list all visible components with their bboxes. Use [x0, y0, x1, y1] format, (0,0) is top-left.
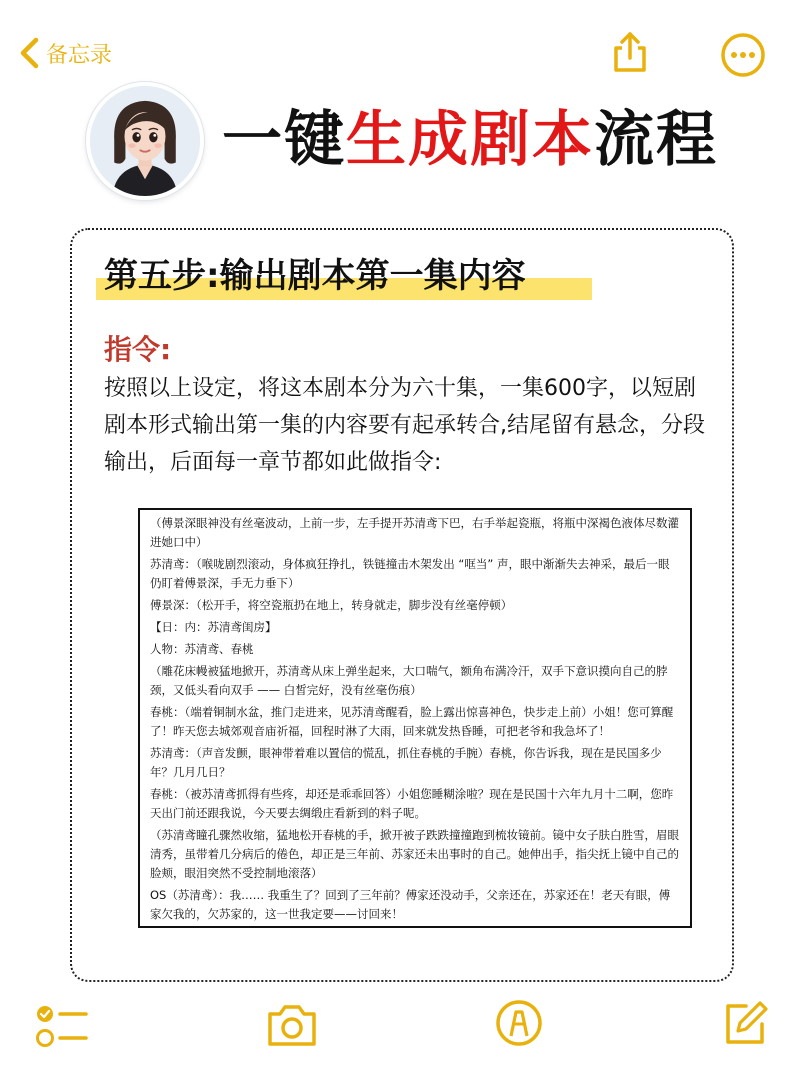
- script-line: 【日：内：苏清鸢闺房】: [150, 620, 277, 634]
- checklist-icon[interactable]: [34, 1000, 90, 1050]
- script-line: 春桃：（被苏清鸢抓得有些疼，却还是乖乖回答）小姐您睡糊涂啦？现在是民国十六年九月十二啊，您昨天出门前还跟我说，今天要去绸缎庄看新到的料子呢。: [150, 787, 674, 820]
- page-title: [222, 104, 718, 176]
- script-line: （苏清鸢瞳孔骤然收缩，猛地松开春桃的手，掀开被子跌跌撞撞跑到梳妆镜前。镜中女子肤白胜雪，眉眼清秀，虽带着几分病后的倦色，却正是三年前、苏家还未出事时的自己。她伸出手，指尖抚上镜中自己的脸颊，眼泪突然不受控制地滚落）: [150, 828, 679, 880]
- script-line: OS（苏清鸢）：我…… 我重生了？回到了三年前？傅家还没动手，父亲还在，苏家还在！老天有眼，傅家欠我的，欠苏家的，这一世我定要——讨回来！: [150, 888, 671, 921]
- cartoon-girl-avatar-icon: [90, 86, 200, 196]
- back-label: 备忘录: [46, 42, 113, 68]
- title-part-2: 生成剧本: [346, 105, 594, 175]
- script-line: 苏清鸢：（声音发颤，眼神带着难以置信的慌乱，抓住春桃的手腕）春桃，你告诉我，现在是民国多少年？几月几日？: [150, 746, 662, 779]
- step-heading: 第五步:输出剧本第一集内容: [104, 256, 526, 296]
- script-line: （雕花床幔被猛地掀开，苏清鸢从床上弹坐起来，大口喘气，额角布满冷汗，双手下意识摸向自己的脖颈，又低头看向双手 —— 白皙完好，没有丝毫伤痕）: [150, 664, 668, 697]
- compose-icon[interactable]: [720, 998, 770, 1048]
- back-button[interactable]: [18, 36, 112, 70]
- script-line: 春桃：（端着铜制水盆，推门走进来，见苏清鸢醒看，脸上露出惊喜神色，快步走上前）小姐！您可算醒了！昨天您去城郊观音庙祈福，回程时淋了大雨，回来就发热昏睡，可把老爷和我急坏了！: [150, 705, 674, 738]
- more-options-icon[interactable]: [720, 32, 766, 78]
- script-line: （傅景深眼神没有丝毫波动，上前一步，左手提开苏清鸢下巴，右手举起瓷瓶，将瓶中深褐色液体尽数灌进她口中）: [150, 516, 679, 549]
- script-excerpt: [138, 508, 692, 928]
- title-part-1: 一键: [222, 105, 346, 175]
- instruction-text: 按照以上设定，将这本剧本分为六十集，一集600字，以短剧剧本形式输出第一集的内容要有起承转合,结尾留有悬念，分段输出，后面每一章节都如此做指令:: [104, 376, 705, 475]
- script-line: 苏清鸢：（喉咙剧烈滚动，身体疯狂挣扎，铁链撞击木架发出 “哐当” 声，眼中渐渐失去神采，最后一眼仍盯着傅景深，手无力垂下）: [150, 557, 670, 590]
- title-part-3: 流程: [594, 105, 718, 175]
- instruction-label: 指令:: [104, 333, 172, 366]
- avatar: [86, 82, 204, 200]
- pen-markup-icon[interactable]: [494, 996, 544, 1050]
- script-line: 傅景深：（松开手，将空瓷瓶扔在地上，转身就走，脚步没有丝毫停顿）: [150, 598, 513, 612]
- bottom-toolbar: [0, 996, 800, 1066]
- chevron-left-icon: [18, 36, 42, 70]
- share-icon[interactable]: [608, 30, 652, 74]
- camera-icon[interactable]: [264, 1000, 320, 1050]
- script-line: 人物：苏清鸢、春桃: [150, 642, 254, 656]
